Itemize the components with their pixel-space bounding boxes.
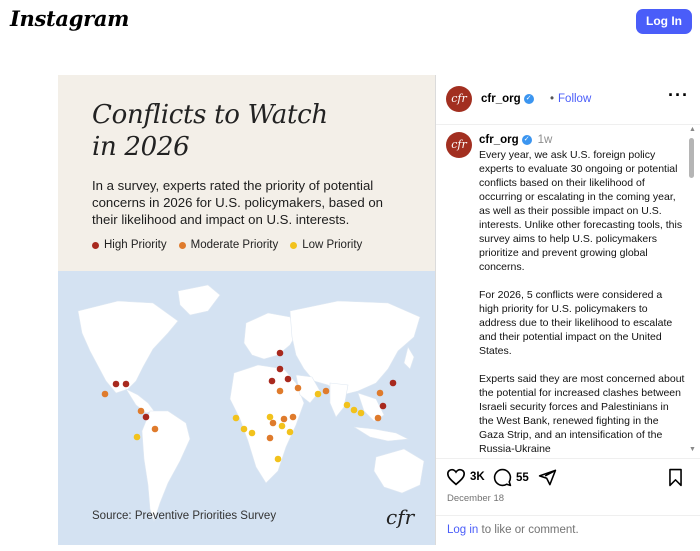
low-priority-marker bbox=[279, 423, 286, 430]
like-count: 3K bbox=[470, 471, 485, 483]
legend-item-high bbox=[92, 239, 167, 251]
image-title-line-1: Conflicts to Watch bbox=[92, 100, 328, 130]
high-priority-marker bbox=[285, 376, 292, 383]
world-map bbox=[58, 271, 435, 545]
post-date: December 18 bbox=[447, 493, 505, 504]
legend-label: Low Priority bbox=[302, 239, 363, 251]
follow-link[interactable] bbox=[550, 93, 591, 105]
caption-paragraph: For 2026, 5 conflicts were considered a high priority for U.S. policymakers to address due to their likelihood to escalate and their potential impact on the United States. bbox=[479, 289, 673, 357]
comment-count: 55 bbox=[516, 471, 529, 484]
verified-badge-icon: ✓ bbox=[524, 94, 534, 104]
moderate-priority-marker bbox=[323, 388, 330, 395]
moderate-priority-marker bbox=[377, 390, 384, 397]
low-priority-marker bbox=[275, 456, 282, 463]
low-priority-marker bbox=[351, 407, 358, 414]
high-priority-marker bbox=[390, 380, 397, 387]
moderate-priority-marker bbox=[102, 391, 109, 398]
moderate-priority-marker bbox=[152, 426, 159, 433]
moderate-priority-marker bbox=[375, 415, 382, 422]
post-image bbox=[58, 75, 435, 545]
scroll-thumb[interactable] bbox=[689, 138, 694, 178]
low-priority-marker bbox=[249, 430, 256, 437]
username-text[interactable]: cfr_org bbox=[481, 93, 521, 105]
low-priority-marker bbox=[344, 402, 351, 409]
verified-badge-icon: ✓ bbox=[522, 135, 532, 145]
legend-label: Moderate Priority bbox=[190, 239, 279, 251]
share-icon[interactable] bbox=[538, 468, 557, 487]
caption-username[interactable] bbox=[479, 134, 552, 146]
caption-paragraph: Every year, we ask U.S. foreign policy experts to evaluate 30 ongoing or potential conflicts based on their likelihood of occurring or escalating in the coming year, as well as their possible impact on U.S. interests. Unlike other forecasting tools, this survey aims to help U.S. policymakers prioritize and prevent growing global concerns. bbox=[479, 149, 683, 273]
cfr-logo: cfr bbox=[386, 505, 415, 529]
post-time: 1w bbox=[537, 134, 553, 146]
post-username[interactable] bbox=[481, 93, 534, 105]
high-priority-marker bbox=[269, 378, 276, 385]
post-header bbox=[436, 75, 700, 125]
high-priority-marker bbox=[123, 381, 130, 388]
login-link[interactable]: Log in bbox=[447, 524, 479, 536]
username-text[interactable]: cfr_org bbox=[479, 134, 519, 146]
more-options-icon[interactable]: ··· bbox=[668, 85, 689, 105]
image-title bbox=[92, 99, 328, 163]
low-priority-dot-icon bbox=[290, 242, 297, 249]
low-priority-marker bbox=[358, 410, 365, 417]
high-priority-marker bbox=[113, 381, 120, 388]
moderate-priority-marker bbox=[138, 408, 145, 415]
moderate-priority-marker bbox=[267, 435, 274, 442]
separator-dot: • bbox=[550, 93, 555, 105]
save-action[interactable] bbox=[667, 468, 684, 487]
low-priority-marker bbox=[267, 414, 274, 421]
like-action[interactable] bbox=[446, 468, 485, 486]
login-prompt bbox=[436, 515, 700, 536]
avatar[interactable]: cfr bbox=[446, 132, 472, 158]
caption-area bbox=[436, 126, 686, 456]
top-bar bbox=[0, 0, 700, 48]
low-priority-marker bbox=[134, 434, 141, 441]
post-actions bbox=[436, 458, 700, 498]
legend-item-moderate bbox=[179, 239, 279, 251]
legend-label: High Priority bbox=[104, 239, 167, 251]
low-priority-marker bbox=[315, 391, 322, 398]
avatar[interactable]: cfr bbox=[446, 86, 472, 112]
caption-paragraph: Experts said they are most concerned about the potential for increased clashes between Israeli security forces and Palestinians in the West Bank, renewed fighting in the Gaza Strip, and an intensification of the Russia-Ukraine bbox=[479, 373, 685, 455]
moderate-priority-dot-icon bbox=[179, 242, 186, 249]
login-prompt-text: to like or comment. bbox=[478, 524, 579, 536]
caption-scrollbar[interactable] bbox=[688, 126, 696, 456]
low-priority-marker bbox=[287, 429, 294, 436]
low-priority-marker bbox=[241, 426, 248, 433]
high-priority-marker bbox=[143, 414, 150, 421]
moderate-priority-marker bbox=[290, 414, 297, 421]
legend bbox=[92, 239, 362, 251]
low-priority-marker bbox=[233, 415, 240, 422]
bookmark-icon[interactable] bbox=[667, 468, 684, 487]
high-priority-dot-icon bbox=[92, 242, 99, 249]
image-title-line-2: in 2026 bbox=[92, 132, 190, 162]
legend-item-low bbox=[290, 239, 362, 251]
instagram-logo[interactable]: Instagram bbox=[10, 6, 130, 31]
high-priority-marker bbox=[380, 403, 387, 410]
image-subtitle: In a survey, experts rated the priority of potential concerns in 2026 for U.S. policymakers, based on their likelihood and impact on U.S. interests. bbox=[92, 178, 384, 227]
high-priority-marker bbox=[277, 366, 284, 373]
scroll-down-arrow-icon[interactable]: ▼ bbox=[689, 446, 696, 453]
comment-action[interactable] bbox=[493, 468, 529, 487]
caption-text bbox=[479, 148, 685, 456]
scroll-up-arrow-icon[interactable]: ▲ bbox=[689, 126, 696, 133]
share-action[interactable] bbox=[538, 468, 557, 487]
moderate-priority-marker bbox=[281, 416, 288, 423]
follow-label[interactable]: Follow bbox=[558, 93, 592, 105]
comment-icon[interactable] bbox=[493, 468, 512, 487]
heart-icon[interactable] bbox=[446, 468, 466, 486]
moderate-priority-marker bbox=[277, 388, 284, 395]
login-button[interactable]: Log In bbox=[636, 9, 692, 34]
moderate-priority-marker bbox=[270, 420, 277, 427]
high-priority-marker bbox=[277, 350, 284, 357]
image-source: Source: Preventive Priorities Survey bbox=[92, 510, 277, 522]
moderate-priority-marker bbox=[295, 385, 302, 392]
